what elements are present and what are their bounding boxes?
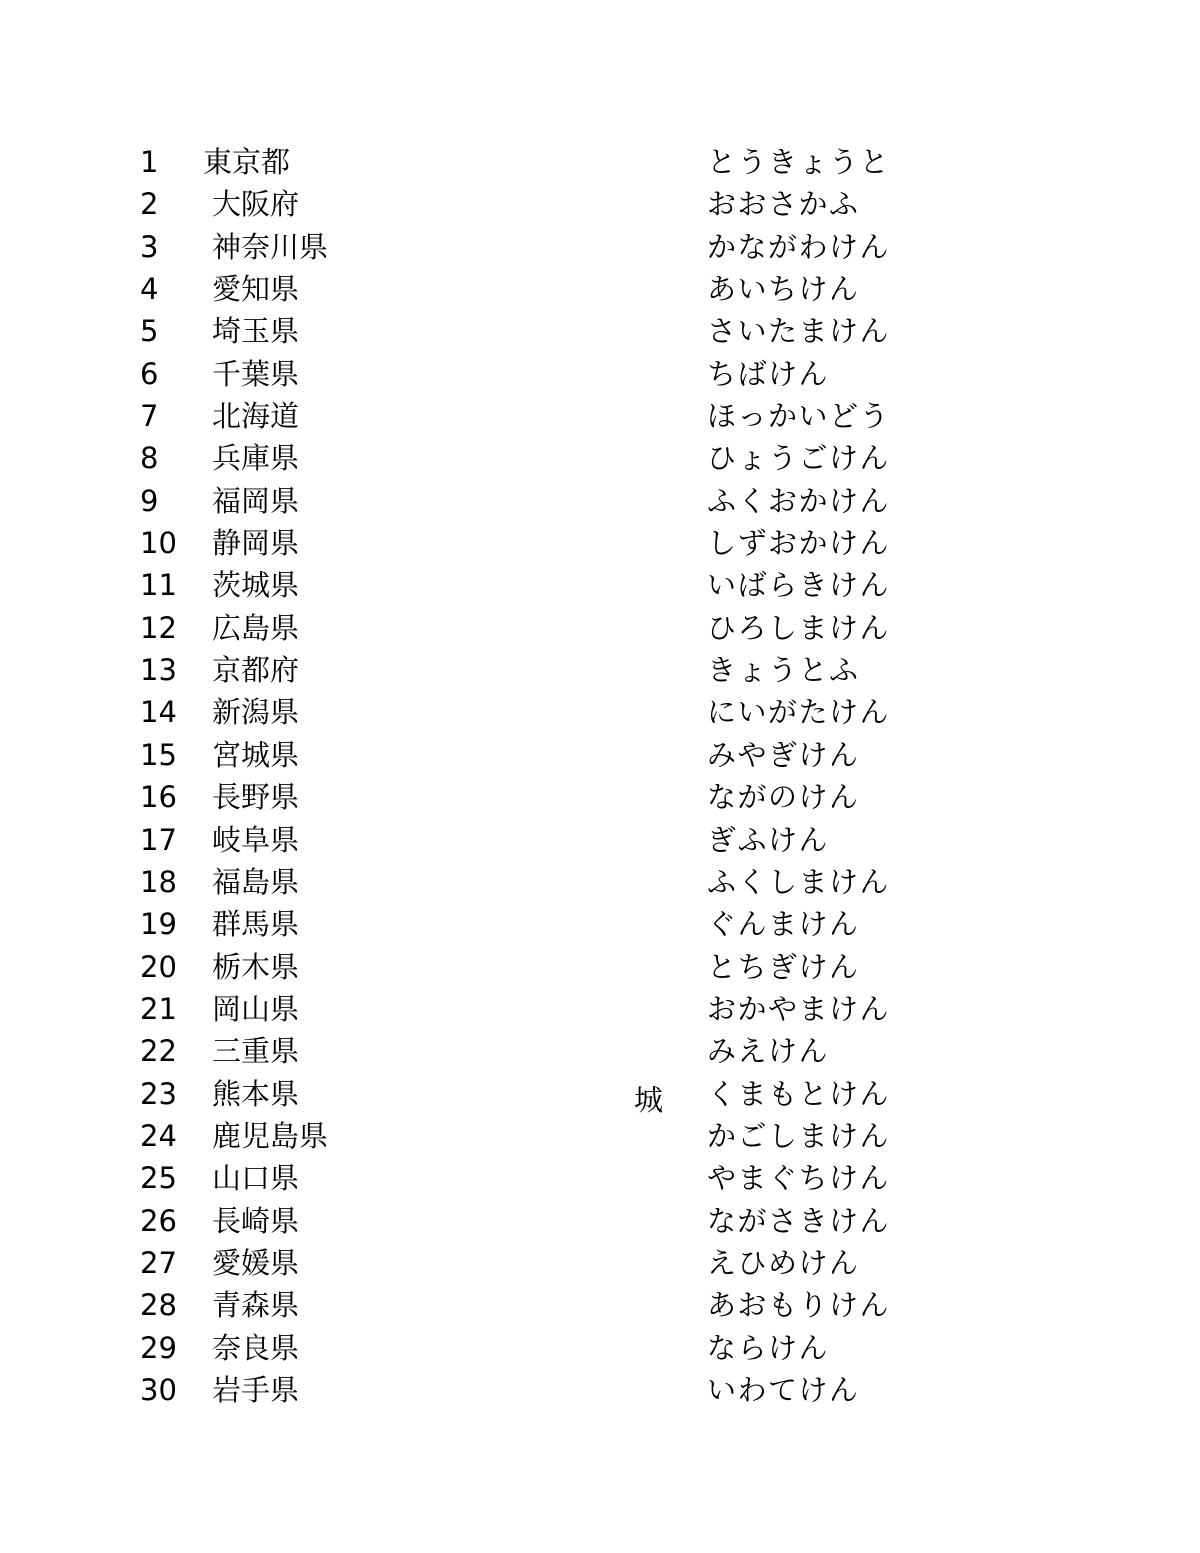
- rank-number: 1: [140, 145, 159, 179]
- prefecture-name: 大阪府: [212, 187, 300, 222]
- rank-number: 3: [140, 229, 159, 264]
- list-item: [0, 988, 1200, 1030]
- stray-character: 城: [634, 1083, 664, 1117]
- list-item: [0, 903, 1200, 945]
- rank-number: 29: [140, 1330, 177, 1365]
- prefecture-name: 福岡県: [212, 483, 300, 518]
- rank-number: 30: [140, 1372, 177, 1407]
- prefecture-reading: いばらきけん: [707, 568, 891, 603]
- prefecture-name: 京都府: [212, 653, 300, 688]
- prefecture-reading: かごしまけん: [707, 1118, 891, 1153]
- rank-number: 16: [140, 780, 177, 815]
- rank-number: 8: [140, 441, 159, 476]
- rank-number: 25: [140, 1161, 177, 1196]
- prefecture-name: 岐阜県: [212, 822, 300, 857]
- rank-number: 12: [140, 610, 177, 645]
- rank-number: 28: [140, 1288, 177, 1323]
- rank-number: 6: [140, 356, 159, 391]
- prefecture-name: 長野県: [212, 780, 300, 815]
- prefecture-name: 神奈川県: [212, 229, 329, 264]
- prefecture-reading: あおもりけん: [707, 1288, 891, 1323]
- list-item: [0, 1327, 1200, 1369]
- prefecture-reading: しずおかけん: [707, 526, 891, 561]
- list-item: [0, 734, 1200, 776]
- rank-number: 14: [140, 695, 177, 730]
- prefecture-name: 岡山県: [212, 991, 300, 1026]
- list-item: [0, 946, 1200, 988]
- prefecture-reading: ほっかいどう: [707, 399, 891, 434]
- list-item: [0, 226, 1200, 268]
- prefecture-name: 鹿児島県: [212, 1118, 329, 1153]
- prefecture-name: 愛媛県: [212, 1245, 300, 1280]
- list-item: [0, 141, 1200, 183]
- prefecture-reading: みやぎけん: [707, 737, 860, 772]
- rank-number: 10: [140, 526, 177, 561]
- prefecture-reading: ふくしまけん: [707, 864, 891, 899]
- rank-number: 2: [140, 187, 159, 222]
- rank-number: 9: [140, 483, 159, 518]
- prefecture-name: 千葉県: [212, 356, 300, 391]
- list-item: [0, 437, 1200, 479]
- prefecture-reading: ひょうごけん: [707, 441, 891, 476]
- rank-number: 21: [140, 991, 177, 1026]
- prefecture-name: 宮城県: [212, 737, 300, 772]
- rank-number: 5: [140, 314, 159, 349]
- prefecture-reading: きょうとふ: [707, 653, 860, 688]
- rank-number: 13: [140, 653, 177, 688]
- prefecture-reading: あいちけん: [707, 272, 860, 307]
- list-item: [0, 564, 1200, 606]
- prefecture-name: 広島県: [212, 610, 300, 645]
- prefecture-reading: ぐんまけん: [707, 907, 860, 942]
- list-item: [0, 268, 1200, 310]
- list-item: [0, 522, 1200, 564]
- list-item: [0, 607, 1200, 649]
- prefecture-name: 埼玉県: [212, 314, 300, 349]
- list-item: [0, 861, 1200, 903]
- list-item: [0, 395, 1200, 437]
- prefecture-name: 青森県: [212, 1288, 300, 1323]
- rank-number: 18: [140, 864, 177, 899]
- prefecture-name: 静岡県: [212, 526, 300, 561]
- prefecture-name: 三重県: [212, 1034, 300, 1069]
- list-item: [0, 480, 1200, 522]
- prefecture-reading: ならけん: [707, 1330, 830, 1365]
- prefecture-name: 新潟県: [212, 695, 300, 730]
- rank-number: 20: [140, 949, 177, 984]
- list-item: [0, 1369, 1200, 1411]
- prefecture-reading: ちばけん: [707, 356, 830, 391]
- rank-number: 11: [140, 568, 177, 603]
- prefecture-name: 熊本県: [212, 1076, 300, 1111]
- prefecture-reading: ふくおかけん: [707, 483, 891, 518]
- prefecture-name: 長崎県: [212, 1203, 300, 1238]
- list-item: [0, 1200, 1200, 1242]
- prefecture-name: 岩手県: [212, 1372, 300, 1407]
- list-item: [0, 1284, 1200, 1326]
- prefecture-reading: いわてけん: [707, 1372, 860, 1407]
- prefecture-name: 福島県: [212, 864, 300, 899]
- rank-number: 27: [140, 1245, 177, 1280]
- list-item: [0, 819, 1200, 861]
- list-item: [0, 1157, 1200, 1199]
- list-item: [0, 691, 1200, 733]
- rank-number: 23: [140, 1076, 177, 1111]
- prefecture-reading: みえけん: [707, 1034, 830, 1069]
- list-item: [0, 183, 1200, 225]
- list-item: [0, 1115, 1200, 1157]
- prefecture-reading: ながさきけん: [707, 1203, 891, 1238]
- rank-number: 19: [140, 907, 177, 942]
- rank-number: 24: [140, 1118, 177, 1153]
- list-item: [0, 1073, 1200, 1115]
- prefecture-reading: おかやまけん: [707, 991, 891, 1026]
- prefecture-reading: とうきょうと: [707, 145, 891, 179]
- prefecture-reading: とちぎけん: [707, 949, 860, 984]
- prefecture-reading: さいたまけん: [707, 314, 891, 349]
- prefecture-name: 茨城県: [212, 568, 300, 603]
- prefecture-name: 兵庫県: [212, 441, 300, 476]
- prefecture-reading: にいがたけん: [707, 695, 891, 730]
- prefecture-reading: ながのけん: [707, 780, 860, 815]
- prefecture-name: 群馬県: [212, 907, 300, 942]
- list-item: [0, 1242, 1200, 1284]
- list-item: [0, 1030, 1200, 1072]
- list-item: [0, 353, 1200, 395]
- rank-number: 15: [140, 737, 177, 772]
- prefecture-name: 栃木県: [212, 949, 300, 984]
- prefecture-reading: ひろしまけん: [707, 610, 891, 645]
- prefecture-reading: くまもとけん: [707, 1076, 891, 1111]
- prefecture-list: [0, 141, 1200, 1411]
- rank-number: 17: [140, 822, 177, 857]
- prefecture-name: 北海道: [212, 399, 300, 434]
- prefecture-reading: ぎふけん: [707, 822, 830, 857]
- rank-number: 7: [140, 399, 159, 434]
- rank-number: 22: [140, 1034, 177, 1069]
- rank-number: 4: [140, 272, 159, 307]
- list-item: [0, 649, 1200, 691]
- list-item: [0, 310, 1200, 352]
- prefecture-name: 東京都: [203, 145, 291, 179]
- prefecture-reading: おおさかふ: [707, 187, 860, 222]
- prefecture-name: 愛知県: [212, 272, 300, 307]
- list-item: [0, 776, 1200, 818]
- prefecture-reading: えひめけん: [707, 1245, 860, 1280]
- rank-number: 26: [140, 1203, 177, 1238]
- prefecture-name: 奈良県: [212, 1330, 300, 1365]
- prefecture-reading: やまぐちけん: [707, 1161, 891, 1196]
- prefecture-reading: かながわけん: [707, 229, 891, 264]
- prefecture-name: 山口県: [212, 1161, 300, 1196]
